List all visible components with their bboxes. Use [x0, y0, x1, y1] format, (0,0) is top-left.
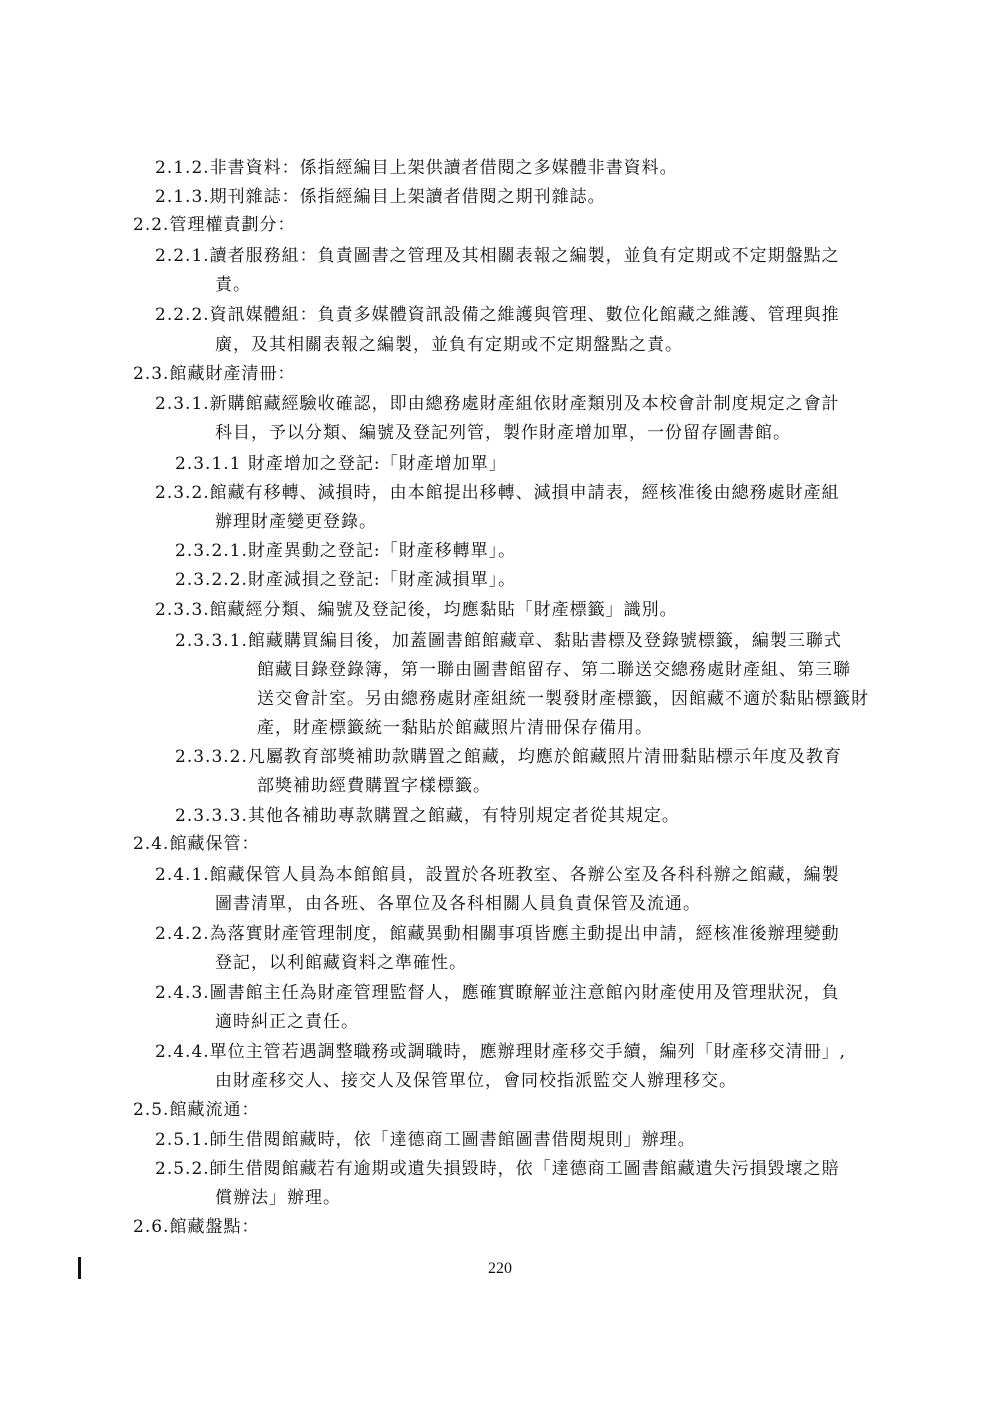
- text-line: 2.3.3.1.館藏購買編目後，加蓋圖書館館藏章、黏貼書標及登錄號標籤，編製三聯式: [175, 631, 842, 651]
- text-line: 2.3.1.新購館藏經驗收確認，即由總務處財產組依財產類別及本校會計制度規定之會計: [155, 394, 840, 414]
- text-line: 2.3.1.1 財產增加之登記:「財產增加單」: [175, 454, 507, 474]
- text-line: 2.3.2.1.財產異動之登記:「財產移轉單」。: [175, 541, 517, 561]
- text-line-continuation: 送交會計室。另由總務處財產組統一製發財產標籤，因館藏不適於黏貼標籤財: [257, 689, 869, 709]
- text-line-continuation: 產，財產標籤統一黏貼於館藏照片清冊保存備用。: [257, 718, 653, 738]
- text-line: 2.2.1.讀者服務組：負責圖書之管理及其相關表報之編製，並負有定期或不定期盤點之: [155, 246, 840, 266]
- text-line: 2.1.3.期刊雜誌：係指經編目上架讀者借閱之期刊雜誌。: [155, 187, 606, 207]
- text-line: 2.3.3.2.凡屬教育部獎補助款購置之館藏，均應於館藏照片清冊黏貼標示年度及教育: [175, 747, 842, 767]
- text-line: 2.5.1.師生借閱館藏時，依「達德商工圖書館圖書借閱規則」辦理。: [155, 1130, 696, 1150]
- text-line-continuation: 廣，及其相關表報之編製，並負有定期或不定期盤點之責。: [215, 335, 683, 355]
- text-line-continuation: 圖書清單，由各班、各單位及各科相關人員負責保管及流通。: [215, 894, 701, 914]
- text-line-continuation: 部獎補助經費購置字樣標籤。: [257, 776, 491, 796]
- section-heading: 2.3.館藏財產清冊：: [133, 364, 296, 384]
- text-line: 2.4.4.單位主管若遇調整職務或調職時，應辦理財產移交手續，編列「財產移交清冊」,: [155, 1042, 847, 1062]
- page-number: 220: [488, 1260, 512, 1277]
- section-heading: 2.2.管理權責劃分：: [133, 215, 296, 235]
- text-line: 2.1.2.非書資料：係指經編目上架供讀者借閱之多媒體非書資料。: [155, 158, 678, 178]
- text-line: 2.3.2.2.財產減損之登記:「財產減損單」。: [175, 570, 517, 590]
- text-line: 2.3.3.館藏經分類、編號及登記後，均應黏貼「財產標籤」識別。: [155, 600, 678, 620]
- text-line: 2.5.2.師生借閱館藏若有逾期或遺失損毀時，依「達德商工圖書館藏遺失污損毀壞之賠: [155, 1159, 840, 1179]
- text-line: 2.2.2.資訊媒體組：負責多媒體資訊設備之維護與管理、數位化館藏之維護、管理與推: [155, 305, 840, 325]
- text-line: 2.4.2.為落實財產管理制度，館藏異動相關事項皆應主動提出申請，經核准後辦理變動: [155, 924, 840, 944]
- section-heading: 2.6.館藏盤點：: [133, 1217, 260, 1237]
- text-line-continuation: 償辦法」辦理。: [215, 1188, 341, 1208]
- text-line-continuation: 責。: [215, 275, 251, 295]
- section-heading: 2.4.館藏保管：: [133, 834, 260, 854]
- text-line-continuation: 科目，予以分類、編號及登記列管，製作財產增加單，一份留存圖書館。: [215, 423, 791, 443]
- text-line: 2.3.2.館藏有移轉、減損時，由本館提出移轉、減損申請表，經核准後由總務處財產組: [155, 483, 840, 503]
- text-line: 2.4.3.圖書館主任為財產管理監督人，應確實瞭解並注意館內財產使用及管理狀況，負: [155, 983, 840, 1003]
- section-heading: 2.5.館藏流通：: [133, 1100, 260, 1120]
- text-line: 2.4.1.館藏保管人員為本館館員，設置於各班教室、各辦公室及各科科辦之館藏，編製: [155, 865, 840, 885]
- text-line: 2.3.3.3.其他各補助專款購置之館藏，有特別規定者從其規定。: [175, 806, 680, 826]
- text-line-continuation: 適時糾正之責任。: [215, 1012, 359, 1032]
- text-line-continuation: 館藏目錄登錄簿，第一聯由圖書館留存、第二聯送交總務處財產組、第三聯: [257, 660, 851, 680]
- text-line-continuation: 由財產移交人、接交人及保管單位，會同校指派監交人辦理移交。: [215, 1071, 737, 1091]
- text-line-continuation: 登記，以利館藏資料之準確性。: [215, 953, 467, 973]
- text-line-continuation: 辦理財產變更登錄。: [215, 512, 377, 532]
